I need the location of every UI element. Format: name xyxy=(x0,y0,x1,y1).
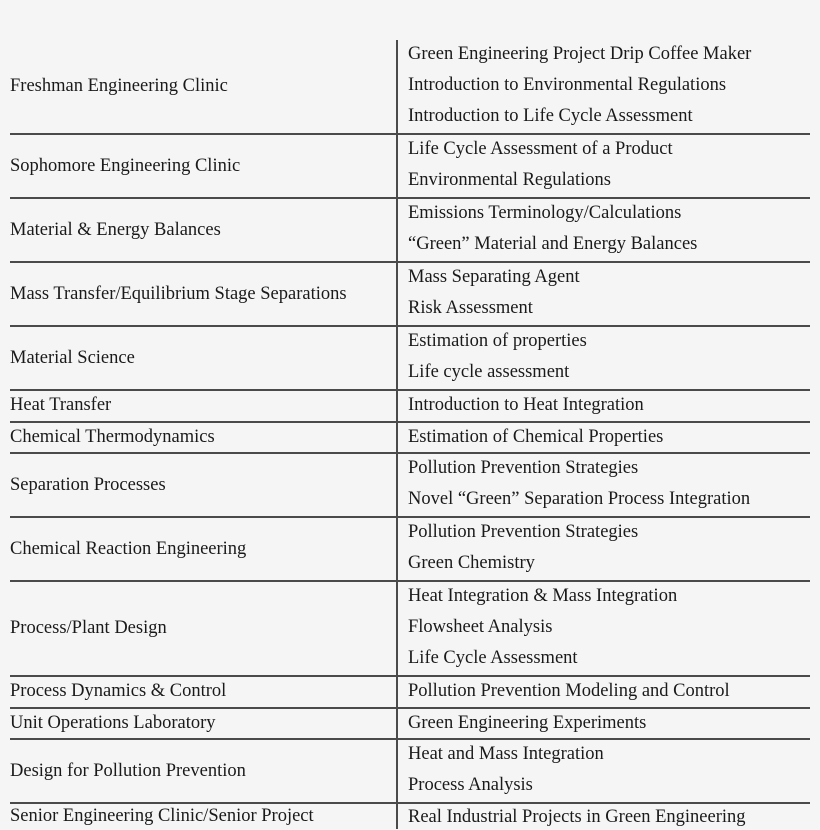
table-row xyxy=(10,677,810,709)
topics-cell xyxy=(398,391,810,421)
table-row xyxy=(10,518,810,582)
topic-item: Heat Integration & Mass Integration xyxy=(408,586,678,606)
topics-cell xyxy=(398,518,810,580)
topics-cell xyxy=(398,709,810,739)
topics-cell xyxy=(398,40,810,133)
topics-cell xyxy=(398,327,810,389)
topic-item: Life Cycle Assessment xyxy=(408,648,578,668)
topic-item: Green Engineering Experiments xyxy=(408,712,647,733)
topic-item: Introduction to Heat Integration xyxy=(408,395,644,415)
table-row xyxy=(10,40,810,135)
topic-item: Process Analysis xyxy=(408,775,533,795)
topic-item: Risk Assessment xyxy=(408,298,533,318)
topic-item: Introduction to Environmental Regulations xyxy=(408,75,727,95)
topic-item: Pollution Prevention Strategies xyxy=(408,522,639,542)
course-cell: Freshman Engineering Clinic xyxy=(10,40,398,133)
topic-item: Estimation of Chemical Properties xyxy=(408,426,664,447)
topic-item: Mass Separating Agent xyxy=(408,267,580,287)
course-topics-table xyxy=(10,40,810,829)
course-cell: Material & Energy Balances xyxy=(10,199,398,261)
table-row xyxy=(10,709,810,741)
table-row xyxy=(10,263,810,327)
topics-cell xyxy=(398,804,810,829)
topics-cell xyxy=(398,454,810,516)
topics-cell xyxy=(398,199,810,261)
topics-cell xyxy=(398,677,810,707)
topic-item: “Green” Material and Energy Balances xyxy=(408,234,698,254)
course-cell: Separation Processes xyxy=(10,454,398,516)
topic-item: Estimation of properties xyxy=(408,331,587,351)
topics-cell xyxy=(398,582,810,675)
course-cell: Heat Transfer xyxy=(10,391,398,421)
topic-item: Emissions Terminology/Calculations xyxy=(408,203,682,223)
topic-item: Life cycle assessment xyxy=(408,362,570,382)
course-cell: Chemical Thermodynamics xyxy=(10,423,398,453)
table-row xyxy=(10,391,810,423)
course-cell: Senior Engineering Clinic/Senior Project xyxy=(10,804,398,829)
topic-item: Flowsheet Analysis xyxy=(408,617,553,637)
topics-cell xyxy=(398,135,810,197)
table-row xyxy=(10,199,810,263)
course-cell: Unit Operations Laboratory xyxy=(10,709,398,739)
topic-item: Pollution Prevention Modeling and Control xyxy=(408,681,730,701)
topic-item: Real Industrial Projects in Green Engineering xyxy=(408,807,746,827)
course-cell: Material Science xyxy=(10,327,398,389)
topics-cell xyxy=(398,740,810,802)
topic-item: Green Chemistry xyxy=(408,553,535,573)
topic-item: Heat and Mass Integration xyxy=(408,744,604,764)
course-cell: Process Dynamics & Control xyxy=(10,677,398,707)
topic-item: Introduction to Life Cycle Assessment xyxy=(408,106,693,126)
table-row xyxy=(10,740,810,804)
topic-item: Pollution Prevention Strategies xyxy=(408,458,639,478)
course-cell: Sophomore Engineering Clinic xyxy=(10,135,398,197)
topic-item: Novel “Green” Separation Process Integration xyxy=(408,489,751,509)
table-row xyxy=(10,135,810,199)
topic-item: Green Engineering Project Drip Coffee Maker xyxy=(408,44,752,64)
table-row xyxy=(10,804,810,829)
course-cell: Process/Plant Design xyxy=(10,582,398,675)
course-cell: Chemical Reaction Engineering xyxy=(10,518,398,580)
topics-cell xyxy=(398,263,810,325)
topics-cell xyxy=(398,423,810,453)
topic-item: Environmental Regulations xyxy=(408,170,611,190)
table-row xyxy=(10,423,810,455)
course-cell: Mass Transfer/Equilibrium Stage Separations xyxy=(10,263,398,325)
table-row xyxy=(10,327,810,391)
course-cell: Design for Pollution Prevention xyxy=(10,740,398,802)
table-row xyxy=(10,582,810,677)
topic-item: Life Cycle Assessment of a Product xyxy=(408,139,673,159)
table-row xyxy=(10,454,810,518)
